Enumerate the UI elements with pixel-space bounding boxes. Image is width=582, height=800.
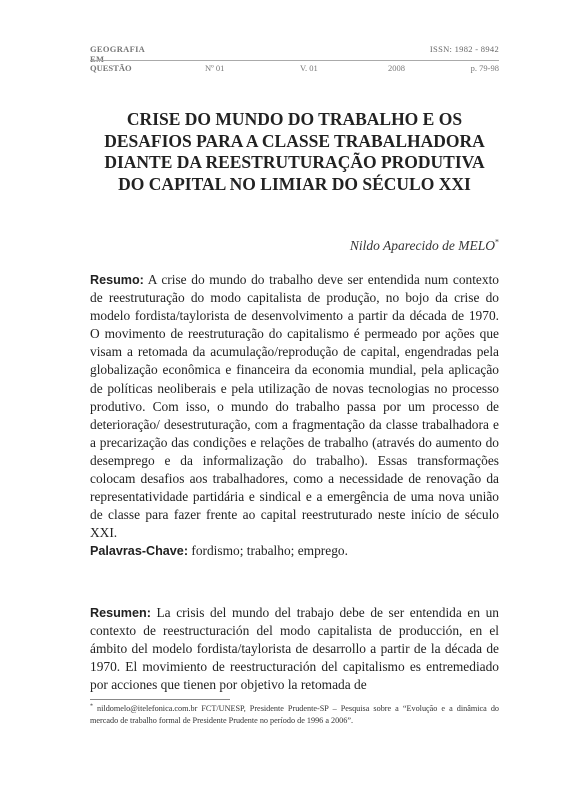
abstract-portuguese [90, 271, 499, 561]
year: 2008 [388, 63, 405, 73]
author-footnote-mark: * [495, 237, 499, 247]
journal-name-line3: QUESTÃO [90, 63, 132, 73]
journal-name [90, 44, 145, 64]
abstract-spanish [90, 604, 499, 694]
keywords [90, 542, 499, 560]
footnote-rule [90, 699, 230, 700]
issue-number: Nº 01 [205, 63, 225, 73]
header-rule [90, 60, 499, 61]
author [350, 238, 499, 254]
keywords-text: fordismo; trabalho; emprego. [191, 543, 348, 559]
volume: V. 01 [300, 63, 318, 73]
footnote [90, 703, 499, 726]
footnote-mark: * [90, 703, 93, 710]
footnote-text: nildomelo@itelefonica.com.br FCT/UNESP, Presidente Prudente-SP – Pesquisa sobre a “Evolução e a dinâmica do mercado de trabalho formal de Presidente Prudente no período de 1996 a 2006”. [90, 704, 500, 725]
article-title: CRISE DO MUNDO DO TRABALHO E OS DESAFIOS PARA A CLASSE TRABALHADORA DIANTE DA REESTRUTURAÇÃO PRODUTIVA DO CAPITAL NO LIMIAR DO SÉCULO XXI [104, 109, 485, 194]
issn: ISSN: 1982 - 8942 [429, 44, 499, 54]
abstract-paragraph [90, 271, 499, 542]
keywords-label: Palavras-Chave: [90, 544, 189, 559]
journal-name-line2: EM [90, 54, 105, 64]
abstract-label: Resumo: [90, 273, 144, 287]
resumen-text: La crisis del mundo del trabajo debe de ser entendida en un contexto de reestructuración del modo capitalista de producción, en el ámbito del modelo fordista/taylorista de desarrollo a partir de la década de 1970. El movimiento de reestructuración del capitalismo es entremediado por acciones que tienen por objetivo la retomada de [90, 605, 499, 693]
journal-name-line1: GEOGRAFIA [90, 44, 146, 54]
page-range: p. 79-98 [470, 63, 499, 73]
author-name: Nildo Aparecido de MELO [349, 238, 495, 253]
abstract-text: A crise do mundo do trabalho deve ser entendida num contexto de reestruturação do modo capitalista de produção, no bojo da crise do modelo fordista/taylorista de desenvolvimento a partir da década de 1970. O movimento de reestruturação do capitalismo é permeado por ações que visam a retomada da acumulação/reprodução de capital, engendradas pela globalização econômica e financeira da economia mundial, pela aplicação de políticas neoliberais e pela utilização de novas tecnologias no processo produtivo. Com isso, o mundo do trabalho passa por um processo de deterioração/ desestruturação, com a fragmentação da classe trabalhadora e a precarização das condições e relações de trabalho (através do aumento do desemprego e da informalização do trabalho). Essas transformações colocam desafios aos trabalhadores, como a necessidade de renovação da representatividade partidária e sindical e a emergência de uma nova união de classe para fazer frente ao capital reestruturado neste início de século XXI. [90, 272, 499, 541]
resumen-label: Resumen: [90, 606, 151, 620]
